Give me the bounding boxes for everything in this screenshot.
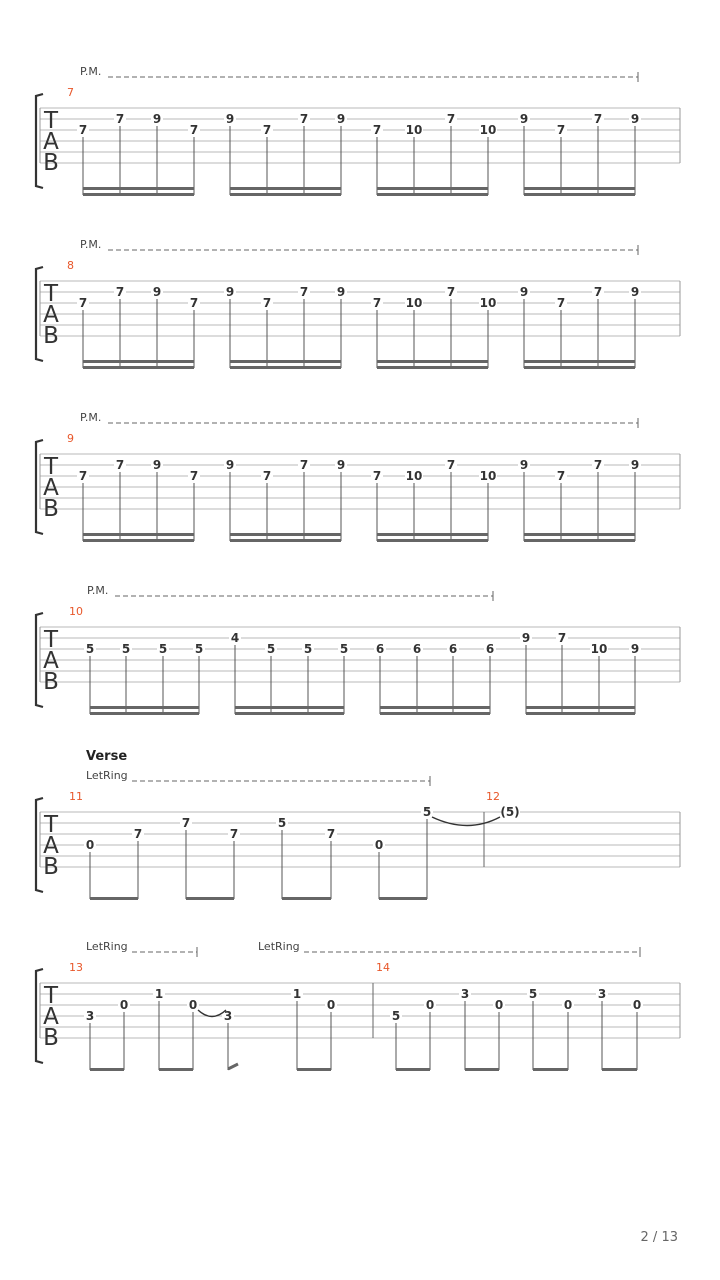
beam — [83, 193, 194, 196]
beam-secondary — [90, 706, 199, 709]
tab-system — [36, 65, 680, 196]
beam — [230, 366, 341, 369]
fret-number: 7 — [189, 123, 199, 137]
flag — [228, 1064, 238, 1069]
fret-number: 7 — [446, 112, 456, 126]
fret-number: 9 — [336, 285, 346, 299]
beam-secondary — [377, 533, 488, 536]
tab-clef-letter: T — [43, 454, 59, 480]
fret-number: 1 — [154, 987, 164, 1001]
fret-number: 7 — [115, 458, 125, 472]
fret-number: 5 — [339, 642, 349, 656]
fret-number: 9 — [225, 285, 235, 299]
tab-clef-letter: A — [43, 1004, 59, 1030]
fret-number: 3 — [85, 1009, 95, 1023]
beam — [602, 1068, 637, 1071]
fret-number: 9 — [630, 112, 640, 126]
tab-clef-letter: A — [43, 833, 59, 859]
tab-clef-letter: B — [43, 669, 59, 695]
let-ring-label: LetRing — [86, 940, 128, 953]
fret-number: 7 — [299, 285, 309, 299]
page-number-label: 2 / 13 — [640, 1230, 678, 1245]
measure-number: 10 — [69, 605, 83, 618]
fret-number: 9 — [521, 631, 531, 645]
measure-number: 14 — [376, 961, 390, 974]
beam — [230, 539, 341, 542]
fret-number: 5 — [528, 987, 538, 1001]
beam — [230, 193, 341, 196]
fret-number: 9 — [519, 458, 529, 472]
let-ring-label: LetRing — [258, 940, 300, 953]
tab-clef-letter: T — [43, 108, 59, 134]
fret-number: 7 — [229, 827, 239, 841]
tab-clef-letter: A — [43, 129, 59, 155]
tab-system — [36, 940, 680, 1071]
beam-secondary — [524, 360, 635, 363]
fret-number: 5 — [266, 642, 276, 656]
beam — [526, 712, 635, 715]
fret-number: 5 — [121, 642, 131, 656]
fret-number: 9 — [336, 458, 346, 472]
fret-number: 5 — [85, 642, 95, 656]
fret-number: 7 — [556, 296, 566, 310]
beam — [524, 193, 635, 196]
fret-number: 10 — [405, 296, 423, 310]
tab-system — [36, 584, 680, 715]
fret-number: 6 — [485, 642, 495, 656]
fret-number: 7 — [446, 458, 456, 472]
fret-number: 7 — [115, 112, 125, 126]
fret-number: (5) — [500, 805, 520, 819]
beam — [465, 1068, 499, 1071]
beam — [83, 539, 194, 542]
tab-clef-letter: T — [43, 627, 59, 653]
fret-number: 7 — [593, 112, 603, 126]
measure-number: 7 — [67, 86, 74, 99]
beam — [83, 366, 194, 369]
fret-number: 7 — [133, 827, 143, 841]
fret-number: 7 — [326, 827, 336, 841]
beam — [379, 897, 427, 900]
fret-number: 7 — [78, 296, 88, 310]
tab-clef-letter: B — [43, 854, 59, 880]
fret-number: 3 — [223, 1009, 233, 1023]
fret-number: 9 — [630, 458, 640, 472]
beam-secondary — [524, 533, 635, 536]
beam-secondary — [380, 706, 490, 709]
let-ring-label: LetRing — [86, 769, 128, 782]
beam-secondary — [377, 360, 488, 363]
tab-clef-letter: T — [43, 281, 59, 307]
fret-number: 0 — [632, 998, 642, 1012]
fret-number: 5 — [422, 805, 432, 819]
tab-clef-letter: A — [43, 475, 59, 501]
beam — [90, 897, 138, 900]
beam — [282, 897, 331, 900]
fret-number: 9 — [152, 112, 162, 126]
fret-number: 5 — [194, 642, 204, 656]
beam — [377, 193, 488, 196]
fret-number: 0 — [85, 838, 95, 852]
palm-mute-label: P.M. — [80, 238, 102, 251]
fret-number: 7 — [299, 458, 309, 472]
tab-clef-letter: T — [43, 812, 59, 838]
beam-secondary — [230, 533, 341, 536]
tie-arc — [432, 817, 500, 826]
fret-number: 7 — [593, 285, 603, 299]
fret-number: 7 — [556, 469, 566, 483]
beam — [380, 712, 490, 715]
beam-secondary — [230, 360, 341, 363]
beam — [159, 1068, 193, 1071]
fret-number: 6 — [412, 642, 422, 656]
beam-secondary — [524, 187, 635, 190]
fret-number: 7 — [189, 296, 199, 310]
measure-number: 9 — [67, 432, 74, 445]
beam-secondary — [235, 706, 344, 709]
tab-clef-letter: A — [43, 302, 59, 328]
beam-secondary — [83, 533, 194, 536]
fret-number: 5 — [277, 816, 287, 830]
fret-number: 7 — [181, 816, 191, 830]
beam — [377, 366, 488, 369]
fret-number: 9 — [519, 112, 529, 126]
tab-clef-letter: A — [43, 648, 59, 674]
fret-number: 7 — [593, 458, 603, 472]
tab-clef-letter: B — [43, 496, 59, 522]
fret-number: 7 — [115, 285, 125, 299]
beam — [235, 712, 344, 715]
fret-number: 7 — [262, 123, 272, 137]
fret-number: 0 — [494, 998, 504, 1012]
beam — [377, 539, 488, 542]
fret-number: 0 — [188, 998, 198, 1012]
beam-secondary — [83, 187, 194, 190]
fret-number: 10 — [405, 123, 423, 137]
measure-number: 11 — [69, 790, 83, 803]
fret-number: 7 — [446, 285, 456, 299]
fret-number: 10 — [405, 469, 423, 483]
fret-number: 3 — [597, 987, 607, 1001]
beam — [396, 1068, 430, 1071]
tab-system — [36, 749, 680, 900]
tab-clef-letter: B — [43, 1025, 59, 1051]
beam-secondary — [526, 706, 635, 709]
beam — [186, 897, 234, 900]
fret-number: 9 — [336, 112, 346, 126]
fret-number: 0 — [374, 838, 384, 852]
beam — [524, 366, 635, 369]
fret-number: 9 — [225, 458, 235, 472]
fret-number: 10 — [479, 296, 497, 310]
tab-clef-letter: B — [43, 150, 59, 176]
measure-number: 13 — [69, 961, 83, 974]
beam — [524, 539, 635, 542]
beam — [297, 1068, 331, 1071]
fret-number: 7 — [556, 123, 566, 137]
tab-system — [36, 411, 680, 542]
fret-number: 0 — [119, 998, 129, 1012]
fret-number: 7 — [78, 469, 88, 483]
fret-number: 7 — [189, 469, 199, 483]
fret-number: 7 — [262, 296, 272, 310]
fret-number: 7 — [557, 631, 567, 645]
fret-number: 10 — [479, 123, 497, 137]
beam — [533, 1068, 568, 1071]
fret-number: 0 — [425, 998, 435, 1012]
fret-number: 7 — [262, 469, 272, 483]
beam-secondary — [377, 187, 488, 190]
fret-number: 9 — [630, 642, 640, 656]
tab-clef-letter: B — [43, 323, 59, 349]
fret-number: 9 — [152, 285, 162, 299]
fret-number: 9 — [225, 112, 235, 126]
fret-number: 7 — [372, 296, 382, 310]
fret-number: 5 — [391, 1009, 401, 1023]
beam — [90, 712, 199, 715]
tab-clef-letter: T — [43, 983, 59, 1009]
fret-number: 10 — [479, 469, 497, 483]
beam-secondary — [230, 187, 341, 190]
fret-number: 6 — [375, 642, 385, 656]
fret-number: 6 — [448, 642, 458, 656]
fret-number: 5 — [158, 642, 168, 656]
fret-number: 7 — [372, 123, 382, 137]
page-indicator — [641, 1230, 678, 1245]
fret-number: 9 — [630, 285, 640, 299]
tab-system — [36, 238, 680, 369]
fret-number: 0 — [563, 998, 573, 1012]
palm-mute-label: P.M. — [87, 584, 109, 597]
fret-number: 4 — [230, 631, 240, 645]
fret-number: 5 — [303, 642, 313, 656]
section-label: Verse — [86, 749, 128, 764]
beam — [90, 1068, 124, 1071]
palm-mute-label: P.M. — [80, 65, 102, 78]
measure-number: 8 — [67, 259, 74, 272]
beam-secondary — [83, 360, 194, 363]
fret-number: 3 — [460, 987, 470, 1001]
measure-number: 12 — [486, 790, 500, 803]
fret-number: 9 — [519, 285, 529, 299]
palm-mute-label: P.M. — [80, 411, 102, 424]
fret-number: 10 — [590, 642, 608, 656]
fret-number: 9 — [152, 458, 162, 472]
fret-number: 0 — [326, 998, 336, 1012]
fret-number: 7 — [78, 123, 88, 137]
fret-number: 1 — [292, 987, 302, 1001]
fret-number: 7 — [372, 469, 382, 483]
fret-number: 7 — [299, 112, 309, 126]
